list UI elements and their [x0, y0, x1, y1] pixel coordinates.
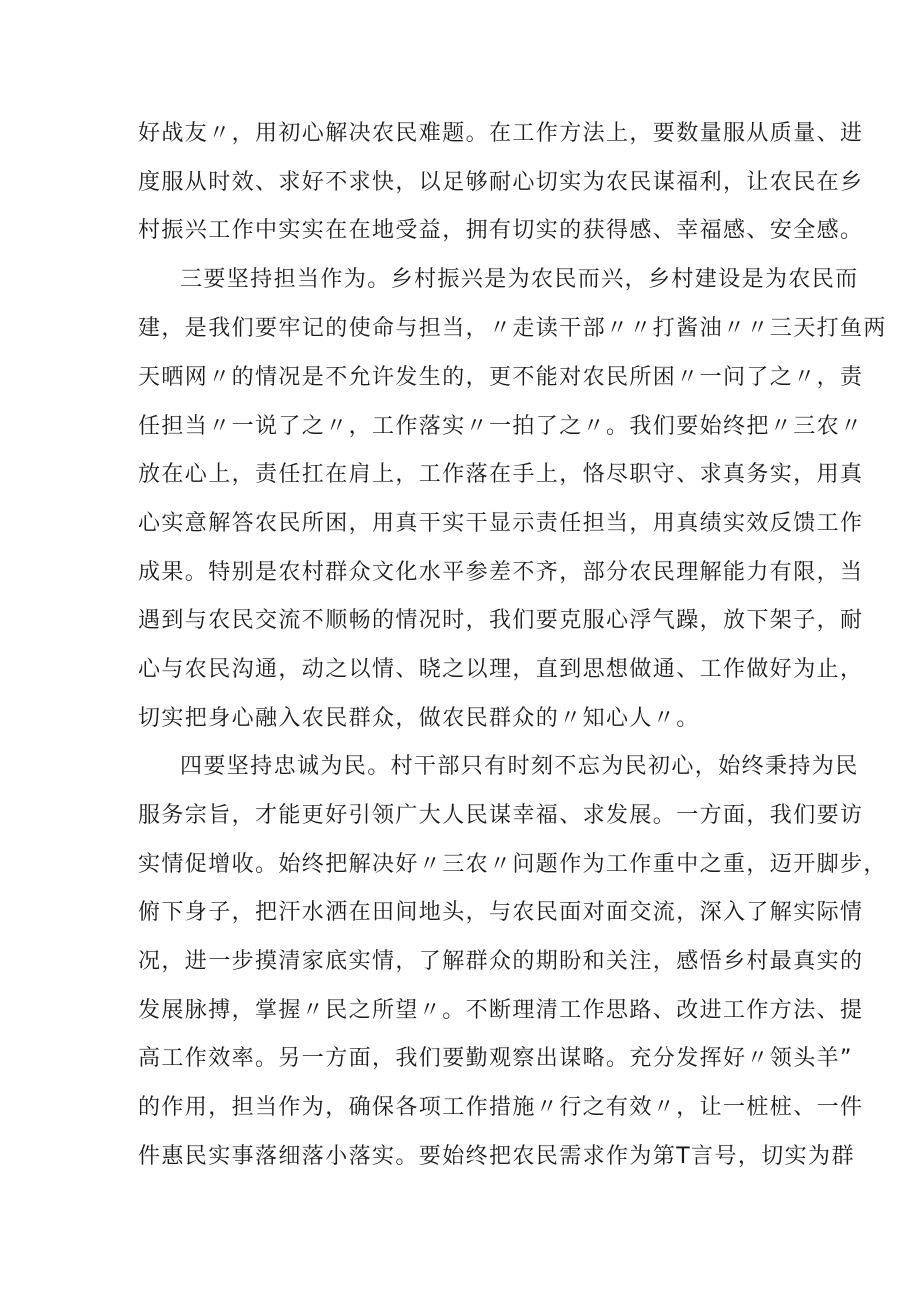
- text-line: 遇到与农民交流不顺畅的情况时，我们要克服心浮气躁，放下架子，耐: [138, 608, 864, 633]
- text-line: 件惠民实事落细落小落实。要始终把农民需求作为第T言号，切实为群: [138, 1144, 855, 1169]
- text-line: 成果。特别是农村群众文化水平参差不齐，部分农民理解能力有限，当: [138, 560, 864, 585]
- text-line: 任担当〃一说了之〃，工作落实〃一拍了之〃。我们要始终把〃三农〃: [138, 414, 864, 439]
- text-line: 四要坚持忠诚为民。村干部只有时刻不忘为民初心，始终秉持为民: [180, 754, 859, 779]
- text-line: 村振兴工作中实实在在地受益，拥有切实的获得感、幸福感、安全感。: [138, 218, 864, 243]
- text-line: 三要坚持担当作为。乡村振兴是为农民而兴，乡村建设是为农民而: [180, 267, 859, 292]
- text-line: 的作用，担当作为，确保各项工作措施〃行之有效〃，让一桩桩、一件: [138, 1095, 864, 1120]
- text-line: 建，是我们要牢记的使命与担当，〃走读干部〃〃打酱油〃〃三天打鱼两: [138, 316, 887, 341]
- text-line: 好战友〃，用初心解决农民难题。在工作方法上，要数量服从质量、进: [138, 121, 864, 146]
- text-line: 俯下身子，把汗水洒在田间地头，与农民面对面交流，深入了解实际情: [138, 900, 864, 925]
- text-line: 放在心上，责任扛在肩上，工作落在手上，恪尽职守、求真务实，用真: [138, 462, 864, 487]
- text-line: 度服从时效、求好不求快，以足够耐心切实为农民谋福利，让农民在乡: [138, 170, 864, 195]
- text-line: 发展脉搏，掌握〃民之所望〃。不断理清工作思路、改进工作方法、提: [138, 998, 864, 1023]
- text-line: 心实意解答农民所困，用真干实干显示责任担当，用真绩实效反馈工作: [138, 511, 864, 536]
- text-line: 高工作效率。另一方面，我们要勤观察出谋略。充分发挥好〃领头羊”: [138, 1046, 853, 1071]
- text-line: 实情促增收。始终把解决好〃三农〃问题作为工作重中之重，迈开脚步，: [138, 852, 887, 877]
- text-line: 天晒网〃的情况是不允许发生的，更不能对农民所困〃一问了之〃，责: [138, 365, 864, 390]
- text-line: 心与农民沟通，动之以情、晓之以理，直到思想做通、工作做好为止，: [138, 657, 864, 682]
- text-line: 切实把身心融入农民群众，做农民群众的〃知心人〃。: [138, 706, 700, 731]
- text-line: 况，进一步摸清家底实情，了解群众的期盼和关注，感悟乡村最真实的: [138, 949, 864, 974]
- text-line: 服务宗旨，才能更好引领广大人民谋幸福、求发展。一方面，我们要访: [138, 803, 864, 828]
